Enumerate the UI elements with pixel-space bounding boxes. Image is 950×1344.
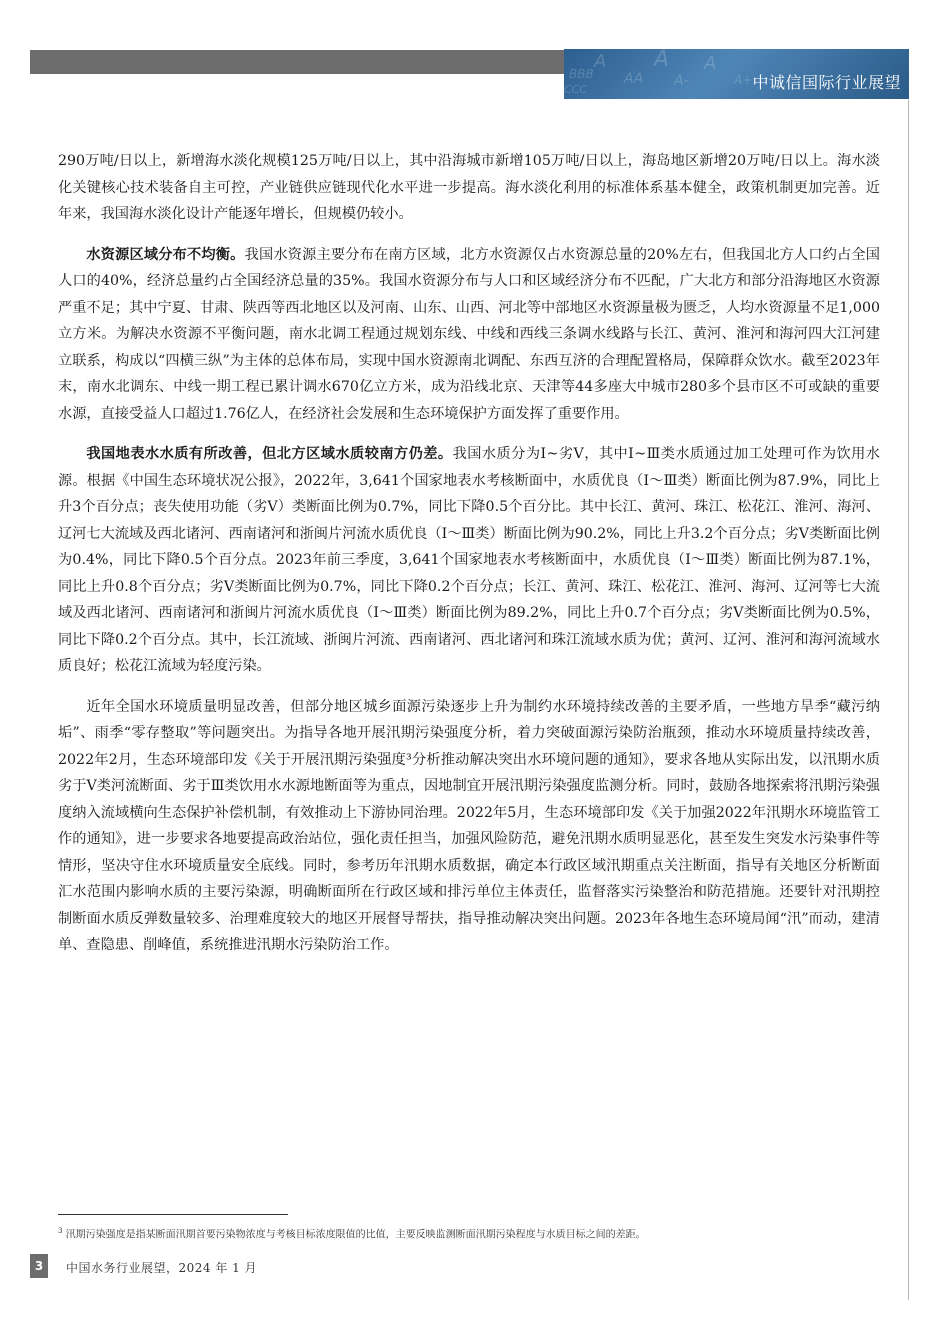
paragraph: 我国地表水水质有所改善，但北方区域水质较南方仍差。我国水质分为Ⅰ~劣Ⅴ，其中Ⅰ~Ⅲ类水质通过加工处理可作为饮用水源。根据《中国生态环境状况公报》，2022年，3,641个国家地表水考核断面中，水质优良（Ⅰ～Ⅲ类）断面比例为87.9%，同比上升3个百分点；丧失使用功能（劣Ⅴ）类断面比例为0.7%，同比下降0.5个百分比。其中长江、黄河、珠江、松花江、淮河、海河、辽河七大流域及西北诸河、西南诸河和浙闽片河流水质优良（Ⅰ～Ⅲ类）断面比例为90.2%，同比上升3.2个百分点；劣Ⅴ类断面比例为0.4%，同比下降0.5个百分点。2023年前三季度，3,641个国家地表水考核断面中，水质优良（Ⅰ～Ⅲ类）断面比例为87.1%，同比上升0.8个百分点；劣Ⅴ类断面比例为0.7%，同比下降0.2个百分点；长江、黄河、珠江、松花江、淮河、海河、辽河等七大流域及西北诸河、西南诸河和浙闽片河流水质优良（Ⅰ～Ⅲ类）断面比例为89.2%，同比上升0.7个百分点；劣Ⅴ类断面比例为0.5%，同比下降0.2个百分点。其中，长江流域、浙闽片河流、西南诸河、西北诸河和珠江流域水质为优；黄河、辽河、淮河和海河流域水质良好；松花江流域为轻度污染。 (58, 446, 880, 674)
paragraph: 290万吨/日以上，新增海水淡化规模125万吨/日以上，其中沿海城市新增105万吨/日以上，海岛地区新增20万吨/日以上。海水淡化关键核心技术装备自主可控，产业链供应链现代化水平进一步提高。海水淡化利用的标准体系基本健全，政策机制更加完善。近年来，我国海水淡化设计产能逐年增长，但规模仍较小。 (58, 153, 880, 222)
article-body (58, 148, 880, 973)
footnote-rule (58, 1214, 288, 1215)
paragraph-lead: 我国地表水水质有所改善，但北方区域水质较南方仍差。 (86, 446, 453, 462)
footnote-marker: 3 (58, 1227, 63, 1235)
footnote (58, 1224, 880, 1242)
banner-rating-letters-decoration: A A A BBB AA A- CCC A+ (564, 49, 753, 96)
paragraph: 近年全国水环境质量明显改善，但部分地区城乡面源污染逐步上升为制约水环境持续改善的主要矛盾，一些地方旱季“藏污纳垢”、雨季“零存整取”等问题突出。为指导各地开展汛期污染强度分析，着力突破面源污染防治瓶颈，推动水环境质量持续改善，2022年2月，生态环境部印发《关于开展汛期污染强度³分析推动解决突出水环境问题的通知》，要求各地从实际出发，以汛期水质劣于Ⅴ类河流断面、劣于Ⅲ类饮用水水源地断面等为重点，因地制宜开展汛期污染强度监测分析。同时，鼓励各地探索将汛期污染强度纳入流域横向生态保护补偿机制，有效推动上下游协同治理。2022年5月，生态环境部印发《关于加强2022年汛期水环境监管工作的通知》，进一步要求各地要提高政治站位，强化责任担当，加强风险防范，避免汛期水质明显恶化，甚至发生突发水污染事件等情形，坚决守住水环境质量安全底线。同时，参考历年汛期水质数据，确定本行政区域汛期重点关注断面，指导有关地区分析断面汇水范围内影响水质的主要污染源，明确断面所在行政区域和排污单位主体责任，监督落实污染整治和防范措施。还要针对汛期控制断面水质反弹数量较多、治理难度较大的地区开展督导帮扶，指导推动解决突出问题。2023年各地生态环境局闻“汛”而动，建清单、查隐患、削峰值，系统推进汛期水污染防治工作。 (58, 698, 880, 953)
page-number: 3 (30, 1254, 48, 1278)
paragraph: 水资源区域分布不均衡。我国水资源主要分布在南方区域，北方水资源仅占水资源总量的20%左右，但我国北方人口约占全国人口的40%，经济总量约占全国经济总量的35%。我国水资源分布与人口和区域经济分布不匹配，广大北方和部分沿海地区水资源严重不足；其中宁夏、甘肃、陕西等西北地区以及河南、山东、山西、河北等中部地区水资源量极为匮乏，人均水资源量不足1,000立方米。为解决水资源不平衡问题，南水北调工程通过规划东线、中线和西线三条调水线路与长江、黄河、淮河和海河四大江河建立联系，构成以“四横三纵”为主体的总体布局，实现中国水资源南北调配、东西互济的合理配置格局，保障群众饮水。截至2023年末，南水北调东、中线一期工程已累计调水670亿立方米，成为沿线北京、天津等44多座大中城市280多个县市区不可或缺的重要水源，直接受益人口超过1.76亿人，在经济社会发展和生态环境保护方面发挥了重要作用。 (58, 246, 880, 422)
right-margin-rule (908, 100, 909, 1300)
banner-title: 中诚信国际行业展望 (752, 73, 901, 92)
footnote-text: 汛期污染强度是指某断面汛期首要污染物浓度与考核目标浓度限值的比值，主要反映监测断面汛期污染程度与水质目标之间的差距。 (62, 1229, 646, 1241)
header-bar (30, 50, 566, 74)
paragraph-lead: 水资源区域分布不均衡。 (86, 246, 245, 263)
footer-text: 中国水务行业展望，2024 年 1 月 (66, 1261, 258, 1275)
header-banner (564, 49, 909, 99)
